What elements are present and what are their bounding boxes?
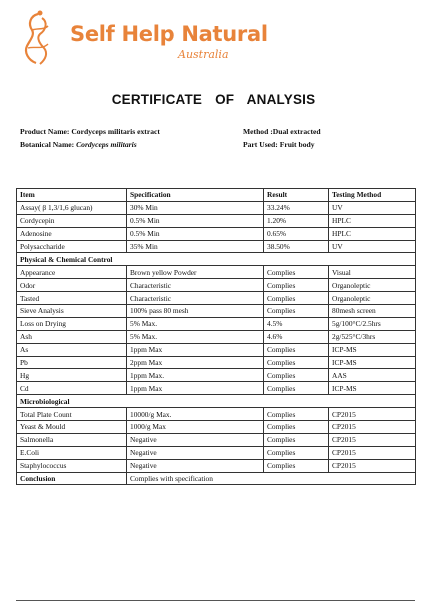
item-cell: E.Coli [17, 446, 127, 459]
specification-cell: Negative [127, 459, 264, 472]
item-cell: Total Plate Count [17, 408, 127, 421]
item-cell: Yeast & Mould [17, 421, 127, 434]
item-cell: Staphylococcus [17, 459, 127, 472]
result-cell: 33.24% [264, 201, 329, 214]
testing-method-cell: 2g/525°C/3hrs [329, 330, 416, 343]
testing-method-cell: Organoleptic [329, 279, 416, 292]
item-cell: Ash [17, 330, 127, 343]
item-cell: Adenosine [17, 227, 127, 240]
result-cell: 38.50% [264, 240, 329, 253]
specification-cell: 2ppm Max [127, 356, 264, 369]
testing-method-cell: AAS [329, 369, 416, 382]
testing-method-cell: Organoleptic [329, 292, 416, 305]
header-item: Item [17, 189, 127, 202]
result-cell: Complies [264, 446, 329, 459]
table-row [17, 421, 416, 434]
testing-method-cell: 80mesh screen [329, 305, 416, 318]
footer-divider [16, 600, 415, 601]
table-row [17, 408, 416, 421]
result-cell: 4.5% [264, 317, 329, 330]
header-specification: Specification [127, 189, 264, 202]
testing-method-cell: ICP-MS [329, 382, 416, 395]
item-cell: Cd [17, 382, 127, 395]
conclusion-row [17, 472, 416, 485]
testing-method-cell: CP2015 [329, 421, 416, 434]
item-cell: Loss on Drying [17, 317, 127, 330]
testing-method-cell: ICP-MS [329, 343, 416, 356]
result-cell: Complies [264, 459, 329, 472]
testing-method-cell: Visual [329, 266, 416, 279]
table-row [17, 459, 416, 472]
item-cell: As [17, 343, 127, 356]
brand-name: Self Help Natural [70, 22, 268, 46]
table-row [17, 369, 416, 382]
table-row [17, 227, 416, 240]
table-row [17, 201, 416, 214]
specification-cell: 5% Max. [127, 330, 264, 343]
testing-method-cell: CP2015 [329, 433, 416, 446]
result-cell: 1.20% [264, 214, 329, 227]
table-row [17, 382, 416, 395]
result-cell: Complies [264, 266, 329, 279]
product-name-label: Product Name: [20, 127, 70, 136]
method-value: :Dual extracted [270, 127, 321, 136]
document-title: CERTIFICATE OF ANALYSIS [111, 92, 316, 107]
specification-cell: 0.5% Min [127, 214, 264, 227]
result-cell: Complies [264, 382, 329, 395]
testing-method-cell: ICP-MS [329, 356, 416, 369]
testing-method-cell: HPLC [329, 227, 416, 240]
table-row [17, 446, 416, 459]
specification-cell: Negative [127, 433, 264, 446]
specification-cell: 0.5% Min [127, 227, 264, 240]
conclusion-label: Conclusion [17, 472, 127, 485]
specification-cell: Negative [127, 446, 264, 459]
table-row [17, 305, 416, 318]
part-used [243, 140, 315, 149]
part-used-value: Fruit body [279, 140, 315, 149]
specification-cell: 5% Max. [127, 317, 264, 330]
item-cell: Appearance [17, 266, 127, 279]
method [243, 127, 321, 136]
item-cell: Pb [17, 356, 127, 369]
table-row [17, 279, 416, 292]
item-cell: Sieve Analysis [17, 305, 127, 318]
item-cell: Cordycepin [17, 214, 127, 227]
item-cell: Tasted [17, 292, 127, 305]
product-name [20, 127, 160, 136]
specification-cell: 1ppm Max [127, 343, 264, 356]
section-row [17, 395, 416, 408]
testing-method-cell: CP2015 [329, 459, 416, 472]
item-cell: Assay( β 1,3/1,6 glucan) [17, 201, 127, 214]
item-cell: Odor [17, 279, 127, 292]
product-name-value: Cordyceps militaris extract [71, 127, 160, 136]
brand-logo [18, 8, 268, 70]
table-row [17, 214, 416, 227]
header-testing-method: Testing Method [329, 189, 416, 202]
testing-method-cell: CP2015 [329, 408, 416, 421]
result-cell: 4.6% [264, 330, 329, 343]
method-label: Method [243, 127, 269, 136]
table-row [17, 433, 416, 446]
section-row [17, 253, 416, 266]
botanical-name-value: Cordyceps militaris [76, 140, 137, 149]
testing-method-cell: 5g/100°C/2.5hrs [329, 317, 416, 330]
header-result: Result [264, 189, 329, 202]
item-cell: Salmonella [17, 433, 127, 446]
table-row [17, 317, 416, 330]
specification-cell: Characteristic [127, 279, 264, 292]
analysis-table [16, 188, 416, 485]
specification-cell: 1ppm Max [127, 382, 264, 395]
table-body [17, 201, 416, 485]
table-header-row [17, 189, 416, 202]
table-row [17, 266, 416, 279]
result-cell: Complies [264, 279, 329, 292]
result-cell: Complies [264, 343, 329, 356]
brand-subtitle: Australia [178, 48, 229, 61]
testing-method-cell: UV [329, 201, 416, 214]
specification-cell: 100% pass 80 mesh [127, 305, 264, 318]
specification-cell: Characteristic [127, 292, 264, 305]
table-row [17, 292, 416, 305]
result-cell: Complies [264, 433, 329, 446]
result-cell: Complies [264, 369, 329, 382]
table-row [17, 330, 416, 343]
specification-cell: 1ppm Max. [127, 369, 264, 382]
result-cell: Complies [264, 356, 329, 369]
specification-cell: 1000/g Max [127, 421, 264, 434]
table-row [17, 343, 416, 356]
table-row [17, 356, 416, 369]
result-cell: Complies [264, 305, 329, 318]
figure-logo-icon [18, 8, 58, 68]
specification-cell: 30% Min [127, 201, 264, 214]
botanical-name [20, 140, 137, 149]
specification-cell: 35% Min [127, 240, 264, 253]
part-used-label: Part Used: [243, 140, 278, 149]
result-cell: Complies [264, 421, 329, 434]
botanical-name-label: Botanical Name: [20, 140, 75, 149]
specification-cell: Brown yellow Powder [127, 266, 264, 279]
testing-method-cell: HPLC [329, 214, 416, 227]
testing-method-cell: CP2015 [329, 446, 416, 459]
section-title: Microbiological [17, 395, 416, 408]
item-cell: Polysaccharide [17, 240, 127, 253]
section-title: Physical & Chemical Control [17, 253, 416, 266]
result-cell: 0.65% [264, 227, 329, 240]
table-row [17, 240, 416, 253]
specification-cell: 10000/g Max. [127, 408, 264, 421]
testing-method-cell: UV [329, 240, 416, 253]
item-cell: Hg [17, 369, 127, 382]
result-cell: Complies [264, 292, 329, 305]
result-cell: Complies [264, 408, 329, 421]
conclusion-value: Complies with specification [127, 472, 416, 485]
